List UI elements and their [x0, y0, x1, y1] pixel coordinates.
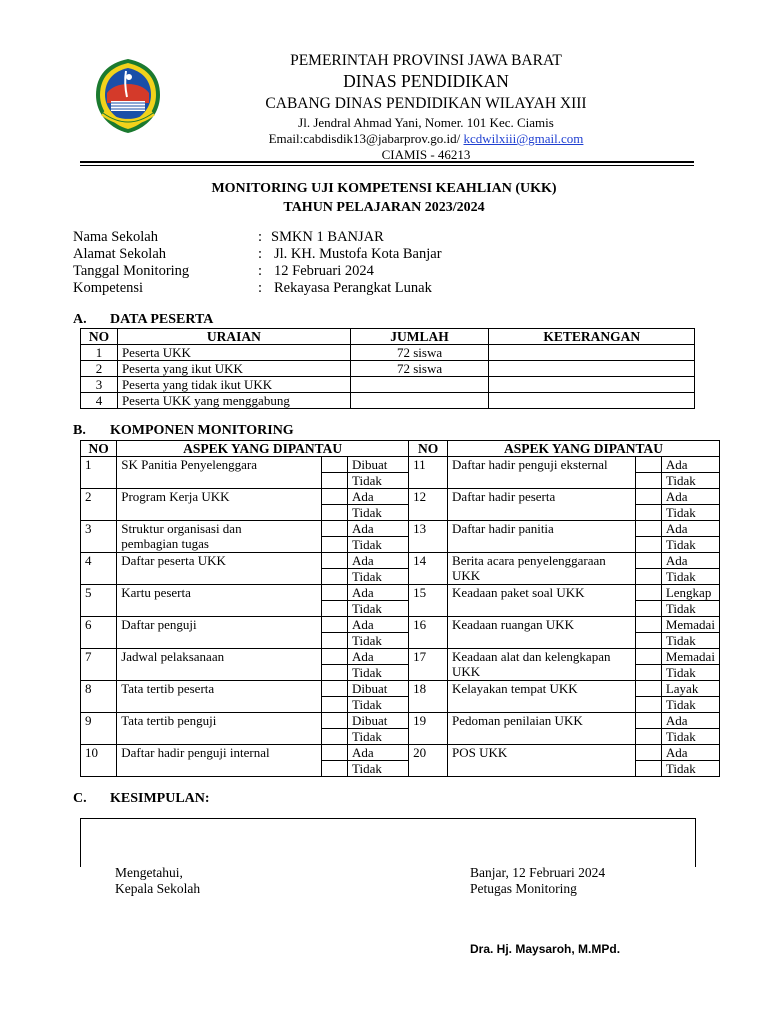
- info-label-address: Alamat Sekolah: [73, 246, 167, 262]
- item-aspect: [448, 617, 636, 649]
- option-label: Tidak: [348, 665, 409, 681]
- participant-data-table: [80, 328, 695, 409]
- check-box[interactable]: [635, 665, 661, 681]
- option-label: Tidak: [348, 537, 409, 553]
- item-no: 19: [409, 713, 448, 745]
- check-box[interactable]: [321, 617, 347, 633]
- item-no: 1: [81, 457, 117, 489]
- section-a-letter: A.: [73, 312, 87, 327]
- table-row: [81, 393, 695, 409]
- item-aspect-text: Berita acara penyelenggaraan: [452, 553, 606, 568]
- row-uraian: Peserta UKK: [117, 345, 350, 361]
- check-box[interactable]: [321, 489, 347, 505]
- column-header: URAIAN: [117, 329, 350, 345]
- info-sep: :: [258, 280, 263, 296]
- sig-right-line1: Banjar, 12 Februari 2024: [470, 865, 606, 880]
- section-a-title: DATA PESERTA: [110, 312, 214, 327]
- item-no: 10: [81, 745, 117, 777]
- table-row: [81, 489, 720, 505]
- email-link[interactable]: kcdwilxiii@gmail.com: [463, 131, 584, 146]
- option-label: Tidak: [348, 601, 409, 617]
- option-label: Ada: [661, 521, 719, 537]
- item-aspect-text: SK Panitia Penyelenggara: [121, 457, 257, 472]
- item-aspect-text: Daftar hadir penguji internal: [121, 745, 270, 760]
- option-label: Ada: [348, 745, 409, 761]
- email-text: Email:cabdisdik13@jabarprov.go.id/: [268, 131, 464, 146]
- check-box[interactable]: [635, 537, 661, 553]
- check-box[interactable]: [635, 729, 661, 745]
- item-no: 6: [81, 617, 117, 649]
- letterhead-address: Jl. Jendral Ahmad Yani, Nomer. 101 Kec. Ciamis: [298, 115, 554, 130]
- sig-left-line1: Mengetahui,: [115, 865, 183, 880]
- table-row: [81, 457, 720, 473]
- item-aspect-text: Tata tertib penguji: [121, 713, 217, 728]
- option-label: Ada: [661, 553, 719, 569]
- option-label: Memadai: [661, 617, 719, 633]
- item-aspect-text: Kelayakan tempat UKK: [452, 681, 578, 696]
- check-box[interactable]: [321, 745, 347, 761]
- item-aspect-text: Daftar peserta UKK: [121, 553, 226, 568]
- check-box[interactable]: [321, 505, 347, 521]
- item-aspect-text: Pedoman penilaian UKK: [452, 713, 583, 728]
- option-label: Tidak: [348, 697, 409, 713]
- conclusion-box[interactable]: [80, 818, 696, 867]
- table-row: [81, 681, 720, 697]
- table-row: [81, 649, 720, 665]
- monitoring-components-table: [80, 440, 720, 777]
- item-no: 16: [409, 617, 448, 649]
- item-aspect-text: Daftar hadir penguji eksternal: [452, 457, 608, 472]
- letterhead-province: PEMERINTAH PROVINSI JAWA BARAT: [290, 52, 562, 69]
- table-row: [81, 617, 720, 633]
- item-aspect-text: Keadaan alat dan kelengkapan: [452, 649, 611, 664]
- check-box[interactable]: [635, 553, 661, 569]
- item-no: 14: [409, 553, 448, 585]
- section-c-title: KESIMPULAN:: [110, 791, 210, 806]
- item-aspect: [117, 649, 322, 681]
- info-value-date: 12 Februari 2024: [274, 263, 374, 279]
- letterhead-branch: CABANG DINAS PENDIDIKAN WILAYAH XIII: [265, 95, 587, 112]
- document-title: MONITORING UJI KOMPETENSI KEAHLIAN (UKK): [211, 181, 557, 196]
- row-keterangan: [489, 361, 695, 377]
- item-no: 13: [409, 521, 448, 553]
- table-header-row: [81, 441, 720, 457]
- item-aspect: [117, 489, 322, 521]
- check-box[interactable]: [635, 569, 661, 585]
- option-label: Tidak: [661, 537, 719, 553]
- section-b-letter: B.: [73, 423, 86, 438]
- item-aspect-text: Program Kerja UKK: [121, 489, 230, 504]
- check-box[interactable]: [321, 761, 347, 777]
- item-aspect-text: Keadaan paket soal UKK: [452, 585, 585, 600]
- letterhead-email: [42, 132, 768, 145]
- section-c-letter: C.: [73, 791, 87, 806]
- option-label: Ada: [348, 617, 409, 633]
- item-aspect: [448, 681, 636, 713]
- check-box[interactable]: [635, 649, 661, 665]
- item-no: 11: [409, 457, 448, 489]
- item-aspect: [117, 681, 322, 713]
- item-aspect: [117, 617, 322, 649]
- column-header: NO: [81, 329, 118, 345]
- option-label: Ada: [661, 713, 719, 729]
- table-row: [81, 553, 720, 569]
- item-no: 18: [409, 681, 448, 713]
- check-box[interactable]: [635, 473, 661, 489]
- item-aspect-text: pembagian tugas: [121, 536, 209, 551]
- row-jumlah: [350, 393, 489, 409]
- option-label: Ada: [348, 649, 409, 665]
- row-no: 3: [81, 377, 118, 393]
- sig-right-line2: Petugas Monitoring: [470, 881, 577, 896]
- item-no: 3: [81, 521, 117, 553]
- item-aspect: [117, 585, 322, 617]
- option-label: Tidak: [348, 729, 409, 745]
- column-header: KETERANGAN: [489, 329, 695, 345]
- item-aspect-text: Struktur organisasi dan: [121, 521, 242, 536]
- check-box[interactable]: [635, 521, 661, 537]
- info-value-school: SMKN 1 BANJAR: [271, 229, 384, 245]
- table-row: [81, 745, 720, 761]
- option-label: Ada: [661, 489, 719, 505]
- check-box[interactable]: [321, 601, 347, 617]
- option-label: Dibuat: [348, 713, 409, 729]
- row-no: 2: [81, 361, 118, 377]
- option-label: Tidak: [348, 505, 409, 521]
- letterhead-city: CIAMIS - 46213: [381, 147, 471, 162]
- check-box[interactable]: [321, 457, 347, 473]
- row-no: 4: [81, 393, 118, 409]
- option-label: Tidak: [348, 761, 409, 777]
- table-row: [81, 345, 695, 361]
- table-header-row: [81, 329, 695, 345]
- item-aspect: [448, 649, 636, 681]
- column-header: ASPEK YANG DIPANTAU: [448, 441, 720, 457]
- item-aspect: [117, 457, 322, 489]
- info-label-competency: Kompetensi: [73, 280, 144, 296]
- check-box[interactable]: [635, 617, 661, 633]
- item-aspect: [117, 521, 322, 553]
- info-value-address: Jl. KH. Mustofa Kota Banjar: [274, 246, 442, 262]
- check-box[interactable]: [321, 585, 347, 601]
- table-row: [81, 585, 720, 601]
- check-box[interactable]: [321, 713, 347, 729]
- info-sep: :: [258, 246, 263, 262]
- check-box[interactable]: [635, 697, 661, 713]
- option-label: Tidak: [661, 505, 719, 521]
- column-header: ASPEK YANG DIPANTAU: [117, 441, 409, 457]
- signer-name: Dra. Hj. Maysaroh, M.MPd.: [470, 942, 621, 956]
- option-label: Ada: [348, 585, 409, 601]
- document-subtitle: TAHUN PELAJARAN 2023/2024: [283, 200, 485, 215]
- table-row: [81, 521, 720, 537]
- option-label: Ada: [348, 521, 409, 537]
- row-uraian: Peserta yang ikut UKK: [117, 361, 350, 377]
- item-aspect: [448, 457, 636, 489]
- item-aspect-text: UKK: [452, 568, 481, 583]
- item-aspect: [117, 713, 322, 745]
- column-header: JUMLAH: [350, 329, 489, 345]
- check-box[interactable]: [635, 761, 661, 777]
- check-box[interactable]: [321, 665, 347, 681]
- option-label: Lengkap: [661, 585, 719, 601]
- info-label-school: Nama Sekolah: [73, 229, 158, 245]
- item-no: 20: [409, 745, 448, 777]
- item-no: 8: [81, 681, 117, 713]
- check-box[interactable]: [321, 697, 347, 713]
- check-box[interactable]: [321, 729, 347, 745]
- row-keterangan: [489, 345, 695, 361]
- letterhead-agency: DINAS PENDIDIKAN: [343, 71, 509, 91]
- row-jumlah: 72 siswa: [350, 361, 489, 377]
- check-box[interactable]: [635, 505, 661, 521]
- option-label: Tidak: [661, 761, 719, 777]
- item-no: 2: [81, 489, 117, 521]
- item-aspect-text: Daftar hadir peserta: [452, 489, 556, 504]
- check-box[interactable]: [321, 633, 347, 649]
- option-label: Tidak: [348, 569, 409, 585]
- item-no: 5: [81, 585, 117, 617]
- item-aspect: [448, 553, 636, 585]
- option-label: Tidak: [661, 729, 719, 745]
- item-no: 4: [81, 553, 117, 585]
- item-aspect: [448, 521, 636, 553]
- check-box[interactable]: [635, 585, 661, 601]
- option-label: Dibuat: [348, 457, 409, 473]
- option-label: Ada: [348, 553, 409, 569]
- item-no: 7: [81, 649, 117, 681]
- option-label: Tidak: [661, 473, 719, 489]
- row-jumlah: 72 siswa: [350, 345, 489, 361]
- item-no: 17: [409, 649, 448, 681]
- item-aspect-text: Daftar penguji: [121, 617, 197, 632]
- check-box[interactable]: [321, 473, 347, 489]
- item-aspect-text: Daftar hadir panitia: [452, 521, 554, 536]
- check-box[interactable]: [635, 457, 661, 473]
- row-no: 1: [81, 345, 118, 361]
- sig-left-line2: Kepala Sekolah: [115, 881, 201, 896]
- letterhead-rule-thick: [80, 161, 694, 163]
- column-header: NO: [81, 441, 117, 457]
- option-label: Memadai: [661, 649, 719, 665]
- option-label: Tidak: [661, 601, 719, 617]
- check-box[interactable]: [321, 681, 347, 697]
- check-box[interactable]: [635, 681, 661, 697]
- row-jumlah: [350, 377, 489, 393]
- check-box[interactable]: [635, 601, 661, 617]
- check-box[interactable]: [321, 521, 347, 537]
- option-label: Tidak: [348, 473, 409, 489]
- item-aspect: [448, 585, 636, 617]
- option-label: Layak: [661, 681, 719, 697]
- check-box[interactable]: [635, 713, 661, 729]
- option-label: Tidak: [661, 569, 719, 585]
- table-row: [81, 713, 720, 729]
- info-value-competency: Rekayasa Perangkat Lunak: [274, 280, 432, 296]
- item-aspect-text: Kartu peserta: [121, 585, 191, 600]
- item-no: 15: [409, 585, 448, 617]
- item-no: 12: [409, 489, 448, 521]
- option-label: Ada: [348, 489, 409, 505]
- column-header: NO: [409, 441, 448, 457]
- row-keterangan: [489, 393, 695, 409]
- check-box[interactable]: [321, 553, 347, 569]
- row-keterangan: [489, 377, 695, 393]
- item-aspect-text: POS UKK: [452, 745, 508, 760]
- item-aspect-text: Tata tertib peserta: [121, 681, 215, 696]
- table-row: [81, 377, 695, 393]
- item-aspect-text: UKK: [452, 664, 481, 679]
- item-aspect: [117, 553, 322, 585]
- option-label: Ada: [661, 745, 719, 761]
- info-sep: :: [258, 229, 263, 245]
- check-box[interactable]: [321, 569, 347, 585]
- item-aspect-text: Jadwal pelaksanaan: [121, 649, 225, 664]
- info-label-date: Tanggal Monitoring: [73, 263, 190, 279]
- item-aspect: [448, 745, 636, 777]
- option-label: Tidak: [661, 665, 719, 681]
- table-row: [81, 361, 695, 377]
- option-label: Tidak: [661, 633, 719, 649]
- check-box[interactable]: [635, 489, 661, 505]
- check-box[interactable]: [321, 649, 347, 665]
- item-aspect: [117, 745, 322, 777]
- check-box[interactable]: [635, 633, 661, 649]
- option-label: Dibuat: [348, 681, 409, 697]
- item-no: 9: [81, 713, 117, 745]
- info-sep: :: [258, 263, 263, 279]
- item-aspect: [448, 489, 636, 521]
- option-label: Ada: [661, 457, 719, 473]
- letterhead-rule-thin: [80, 165, 694, 166]
- item-aspect: [448, 713, 636, 745]
- option-label: Tidak: [661, 697, 719, 713]
- item-aspect-text: Keadaan ruangan UKK: [452, 617, 575, 632]
- section-b-title: KOMPONEN MONITORING: [110, 423, 294, 438]
- row-uraian: Peserta UKK yang menggabung: [117, 393, 350, 409]
- check-box[interactable]: [635, 745, 661, 761]
- option-label: Tidak: [348, 633, 409, 649]
- check-box[interactable]: [321, 537, 347, 553]
- row-uraian: Peserta yang tidak ikut UKK: [117, 377, 350, 393]
